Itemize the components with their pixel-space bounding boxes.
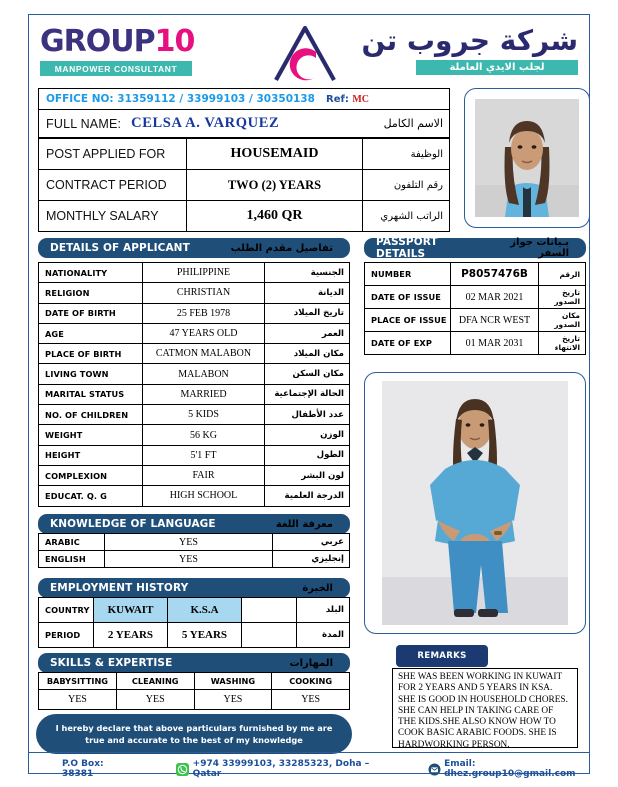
row-value: 5'1 FT: [143, 445, 265, 465]
whatsapp-icon: [176, 763, 189, 776]
section-title-en: KNOWLEDGE OF LANGUAGE: [50, 518, 216, 530]
period-cell: 2 YEARS: [94, 623, 168, 648]
row-value: 02 MAR 2021: [451, 286, 539, 309]
info-value: 1,460 QR: [187, 201, 363, 232]
section-header-skills: [38, 653, 350, 673]
row-arabic: الحالة الإجتماعية: [265, 384, 350, 404]
row-label: NATIONALITY: [39, 263, 143, 283]
country-cell: [242, 598, 297, 623]
info-arabic: رقم التلفون: [363, 170, 450, 201]
ref-label: Ref:: [326, 93, 349, 105]
section-title-en: SKILLS & EXPERTISE: [50, 657, 173, 669]
row-label: EDUCAT. Q. G: [39, 486, 143, 506]
table-row: [39, 551, 350, 568]
row-label: DATE OF BIRTH: [39, 303, 143, 323]
logo-accent-text: 10: [154, 24, 195, 59]
info-value: HOUSEMAID: [187, 139, 363, 170]
section-title-ar: بـيانات جواز السفر: [510, 237, 569, 259]
section-title-en: DETAILS OF APPLICANT: [50, 242, 190, 254]
row-value: 25 FEB 1978: [143, 303, 265, 323]
skill-name: COOKING: [272, 673, 350, 690]
section-header-applicant: [38, 238, 350, 258]
period-cell: 5 YEARS: [168, 623, 242, 648]
table-row: [39, 486, 350, 506]
row-value: DFA NCR WEST: [451, 309, 539, 332]
table-row: [39, 139, 450, 170]
row-value: 56 KG: [143, 425, 265, 445]
skills-table: [38, 672, 350, 710]
section-header-passport: [364, 238, 586, 258]
table-row: [39, 344, 350, 364]
table-row: [39, 445, 350, 465]
period-cell: [242, 623, 297, 648]
table-row: [39, 690, 350, 710]
row-value: CHRISTIAN: [143, 283, 265, 303]
section-title-ar: المهارات: [289, 657, 333, 669]
ref-value: MC: [352, 93, 369, 105]
office-number-bar: [38, 88, 450, 110]
row-arabic: مكان الميلاد: [265, 344, 350, 364]
section-header-language: [38, 514, 350, 534]
application-info-table: [38, 138, 450, 232]
office-number: OFFICE NO: 31359112 / 33999103 / 30350138: [46, 93, 315, 105]
row-value: CATMON MALABON: [143, 344, 265, 364]
skill-value: YES: [272, 690, 350, 710]
reference: [326, 94, 369, 105]
info-arabic: الوظيفة: [363, 139, 450, 170]
row-arabic: المدة: [297, 623, 350, 648]
row-label: AGE: [39, 323, 143, 343]
info-label: POST APPLIED FOR: [39, 139, 187, 170]
row-arabic: العمر: [265, 323, 350, 343]
country-cell: KUWAIT: [94, 598, 168, 623]
row-arabic: تاريخ الانتهاء: [539, 332, 586, 355]
footer-pobox: P.O Box: 38381: [62, 759, 104, 779]
footer-email-group: [428, 759, 590, 779]
table-row: [39, 425, 350, 445]
row-value: PHILIPPINE: [143, 263, 265, 283]
declaration-banner: I hereby declare that above particulars furnished by me are true and accurate to the best of my knowledge: [36, 714, 352, 754]
table-row: [39, 673, 350, 690]
table-row: [365, 263, 586, 286]
remarks-text: SHE WAS BEEN WORKING IN KUWAIT FOR 2 YEARS AND 5 YEARS IN KSA. SHE IS GOOD IN HOUSEHOLD CHORES. SHE CAN HELP IN TAKING CARE OF THE KIDS.SHE ALSO KNOW HOW TO COOK BASIC ARABIC FOODS. SHE IS HARDWORKING PERSON.: [392, 668, 578, 748]
table-row: [365, 309, 586, 332]
skill-name: BABYSITTING: [39, 673, 117, 690]
row-arabic: مكان الصدور: [539, 309, 586, 332]
info-label: MONTHLY SALARY: [39, 201, 187, 232]
fullbody-image: [382, 381, 568, 625]
arch-logo-icon: [270, 22, 340, 84]
row-value: FAIR: [143, 465, 265, 485]
section-header-employment: [38, 578, 350, 598]
row-arabic: الطول: [265, 445, 350, 465]
row-label: DATE OF ISSUE: [365, 286, 451, 309]
arabic-company-name: شركة جروب تن: [361, 24, 578, 57]
language-table: [38, 533, 350, 568]
row-label: PERIOD: [39, 623, 94, 648]
row-value: 5 KIDS: [143, 405, 265, 425]
row-label: RELIGION: [39, 283, 143, 303]
row-label: COMPLEXION: [39, 465, 143, 485]
section-title-ar: تفاصيل مقدم الطلب: [230, 242, 333, 254]
row-label: ARABIC: [39, 534, 105, 551]
table-row: [39, 170, 450, 201]
employment-history-table: [38, 597, 350, 648]
row-value: YES: [105, 551, 273, 568]
applicant-details-table: [38, 262, 350, 507]
footer-email: Email: dhez.group10@gmail.com: [444, 759, 576, 779]
info-arabic: الراتب الشهري: [363, 201, 450, 232]
company-logo: [40, 26, 200, 76]
table-row: [39, 364, 350, 384]
row-label: PLACE OF BIRTH: [39, 344, 143, 364]
row-label: COUNTRY: [39, 598, 94, 623]
table-row: [39, 323, 350, 343]
row-value: MARRIED: [143, 384, 265, 404]
logo-wordmark: [40, 26, 200, 58]
table-row: [39, 598, 350, 623]
row-arabic: الدرجة العلمية: [265, 486, 350, 506]
table-row: [39, 534, 350, 551]
section-title-en: EMPLOYMENT HISTORY: [50, 582, 189, 594]
remarks-title-badge: REMARKS: [396, 645, 488, 667]
skill-value: YES: [116, 690, 194, 710]
section-title-en: PASSPORT DETAILS: [376, 236, 438, 260]
row-arabic: مكان السكن: [265, 364, 350, 384]
info-value: TWO (2) YEARS: [187, 170, 363, 201]
row-label: LIVING TOWN: [39, 364, 143, 384]
table-row: [39, 405, 350, 425]
row-arabic: إنجليزي: [273, 551, 350, 568]
row-label: PLACE OF ISSUE: [365, 309, 451, 332]
row-value: YES: [105, 534, 273, 551]
row-arabic: تاريخ الصدور: [539, 286, 586, 309]
row-label: NO. OF CHILDREN: [39, 405, 143, 425]
row-arabic: لون البشر: [265, 465, 350, 485]
row-arabic: الديانة: [265, 283, 350, 303]
footer-phone: +974 33999103, 33285323, Doha – Qatar: [192, 759, 370, 779]
row-arabic: الجنسية: [265, 263, 350, 283]
country-cell: K.S.A: [168, 598, 242, 623]
section-title-ar: معرفة اللغة: [275, 518, 333, 530]
row-label: DATE OF EXP: [365, 332, 451, 355]
applicant-fullbody-photo: [364, 372, 586, 634]
table-row: [39, 623, 350, 648]
row-value: 01 MAR 2031: [451, 332, 539, 355]
table-row: [365, 332, 586, 355]
headshot-image: [475, 99, 579, 217]
table-row: [39, 465, 350, 485]
row-value: P8057476B: [451, 263, 539, 286]
row-label: NUMBER: [365, 263, 451, 286]
footer-divider: [28, 752, 590, 753]
row-arabic: الرقم: [539, 263, 586, 286]
table-row: [39, 384, 350, 404]
arabic-tagline: لجلب الايدي العاملة: [416, 60, 578, 75]
full-name-arabic-label: الاسم الكامل: [383, 117, 443, 130]
skill-name: CLEANING: [116, 673, 194, 690]
row-arabic: البلد: [297, 598, 350, 623]
row-value: HIGH SCHOOL: [143, 486, 265, 506]
footer-phone-group: [176, 759, 376, 779]
row-label: MARITAL STATUS: [39, 384, 143, 404]
table-row: [39, 283, 350, 303]
full-name-label: FULL NAME:: [46, 116, 122, 131]
row-arabic: الوزن: [265, 425, 350, 445]
full-name-value: CELSA A. VARQUEZ: [131, 115, 280, 131]
row-label: ENGLISH: [39, 551, 105, 568]
footer-bar: [28, 757, 590, 781]
email-icon: [428, 763, 441, 776]
row-label: WEIGHT: [39, 425, 143, 445]
passport-details-table: [364, 262, 586, 355]
table-row: [39, 201, 450, 232]
row-label: HEIGHT: [39, 445, 143, 465]
info-label: CONTRACT PERIOD: [39, 170, 187, 201]
row-arabic: عدد الأطفال: [265, 405, 350, 425]
row-arabic: عربي: [273, 534, 350, 551]
skill-name: WASHING: [194, 673, 272, 690]
logo-tagline: MANPOWER CONSULTANT: [40, 61, 192, 76]
full-name-row: [38, 110, 450, 138]
row-value: 47 YEARS OLD: [143, 323, 265, 343]
logo-main-text: GROUP: [40, 24, 155, 59]
skill-value: YES: [194, 690, 272, 710]
applicant-headshot-photo: [464, 88, 590, 228]
row-value: MALABON: [143, 364, 265, 384]
table-row: [39, 303, 350, 323]
section-title-ar: الخبرة: [302, 582, 333, 594]
skill-value: YES: [39, 690, 117, 710]
table-row: [365, 286, 586, 309]
arabic-branding: [348, 24, 578, 75]
table-row: [39, 263, 350, 283]
row-arabic: تاريخ الميلاد: [265, 303, 350, 323]
